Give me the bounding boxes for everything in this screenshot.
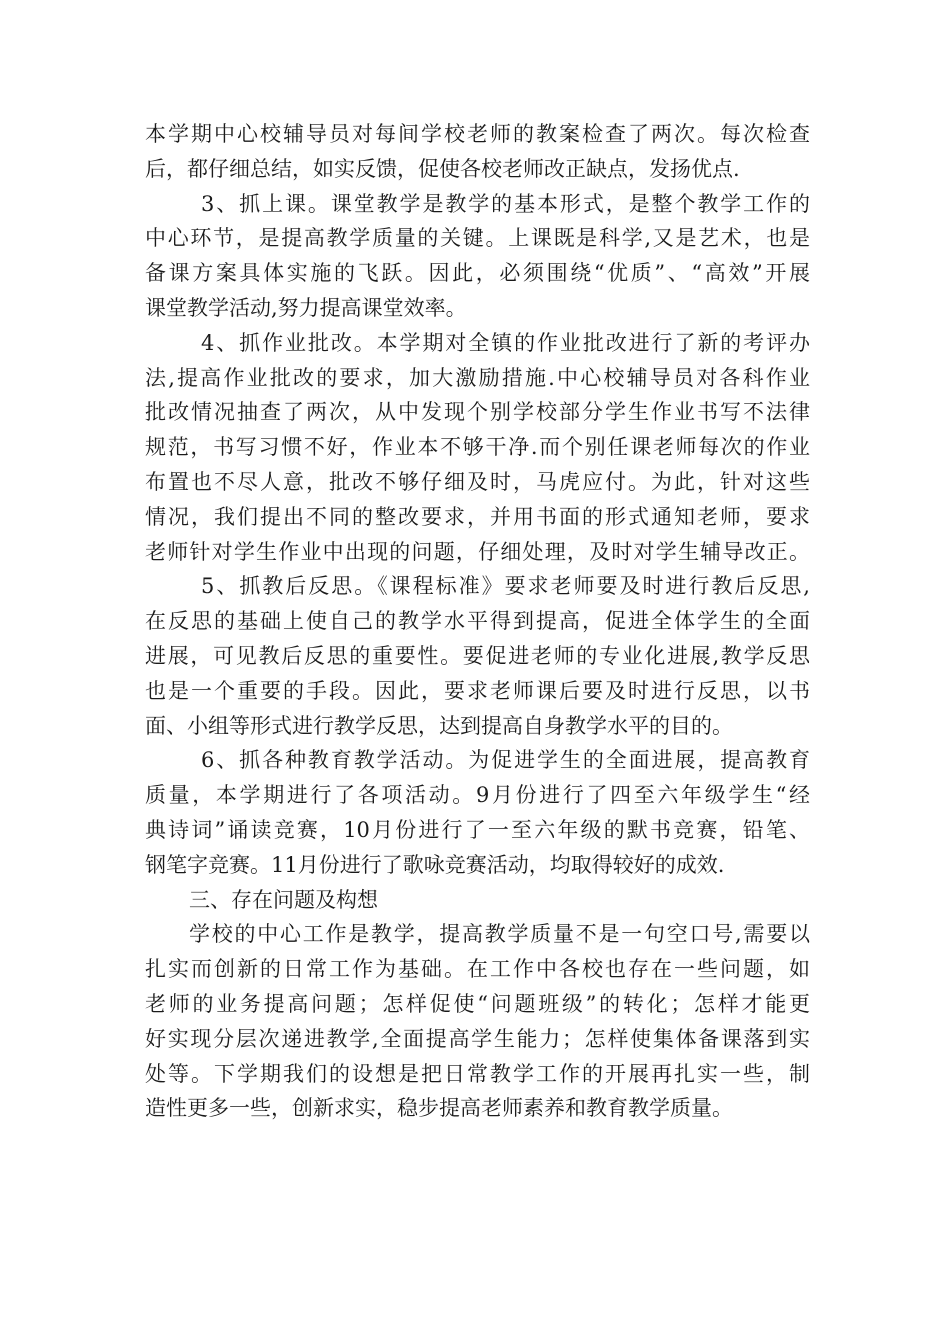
text-line: 情况，我们提出不同的整改要求，并用书面的形式通知老师，要求 <box>145 504 810 529</box>
text-line: 中心环节，是提高教学质量的关键。上课既是科学,又是艺术，也是 <box>145 226 810 251</box>
text-line: 老师针对学生作业中出现的问题，仔细处理，及时对学生辅导改正。 <box>145 539 810 564</box>
text-line: 课堂教学活动,努力提高课堂效率。 <box>145 295 467 320</box>
text-line: 进展，可见教后反思的重要性。要促进老师的专业化进展,教学反思 <box>145 643 810 668</box>
text-line: 好实现分层次递进教学,全面提高学生能力；怎样使集体备课落到实 <box>145 1026 810 1051</box>
text-line: 也是一个重要的手段。因此，要求老师课后要及时进行反思，以书 <box>145 678 810 703</box>
text-line: 本学期中心校辅导员对每间学校老师的教案检查了两次。每次检查 <box>145 122 810 146</box>
text-line: 扎实而创新的日常工作为基础。在工作中各校也存在一些问题，如 <box>145 957 810 982</box>
text-line: 面、小组等形式进行教学反思，达到提高自身教学水平的目的。 <box>145 713 733 738</box>
text-line: 质量，本学期进行了各项活动。9月份进行了四至六年级学生“经 <box>145 783 810 808</box>
text-line: 钢笔字竞赛。11月份进行了歌咏竞赛活动，均取得较好的成效. <box>145 852 725 877</box>
text-line: 备课方案具体实施的飞跃。因此，必须围绕“优质”、“高效”开展 <box>145 261 810 286</box>
text-line: 造性更多一些，创新求实，稳步提高老师素养和教育教学质量。 <box>145 1096 733 1121</box>
text-line: 典诗词”诵读竞赛，10月份进行了一至六年级的默书竞赛，铅笔、 <box>145 817 810 842</box>
text-line: 后，都仔细总结，如实反馈，促使各校老师改正缺点，发扬优点. <box>145 156 740 181</box>
text-line: 3、抓上课。课堂教学是教学的基本形式，是整个教学工作的 <box>201 191 810 216</box>
text-line: 处等。下学期我们的设想是把日常教学工作的开展再扎实一些，制 <box>145 1061 810 1086</box>
text-line: 学校的中心工作是教学，提高教学质量不是一句空口号,需要以 <box>189 922 810 947</box>
document-body <box>145 117 810 1126</box>
text-line: 批改情况抽查了两次，从中发现个别学校部分学生作业书写不法律 <box>145 400 810 425</box>
text-line: 布置也不尽人意，批改不够仔细及时，马虎应付。为此，针对这些 <box>145 469 810 494</box>
text-line: 在反思的基础上使自己的教学水平得到提高，促进全体学生的全面 <box>145 609 810 634</box>
text-line: 4、抓作业批改。本学期对全镇的作业批改进行了新的考评办 <box>201 330 810 355</box>
text-line: 法,提高作业批改的要求，加大激励措施.中心校辅导员对各科作业 <box>145 365 810 390</box>
text-line: 老师的业务提高问题；怎样促使“问题班级”的转化；怎样才能更 <box>145 991 810 1016</box>
text-line: 6、抓各种教育教学活动。为促进学生的全面进展，提高教育 <box>201 748 810 773</box>
text-line: 5、抓教后反思。《课程标准》要求老师要及时进行教后反思, <box>201 574 810 599</box>
text-line: 规范，书写习惯不好，作业本不够干净.而个别任课老师每次的作业 <box>145 435 810 460</box>
text-line: 三、存在问题及构想 <box>189 887 378 912</box>
